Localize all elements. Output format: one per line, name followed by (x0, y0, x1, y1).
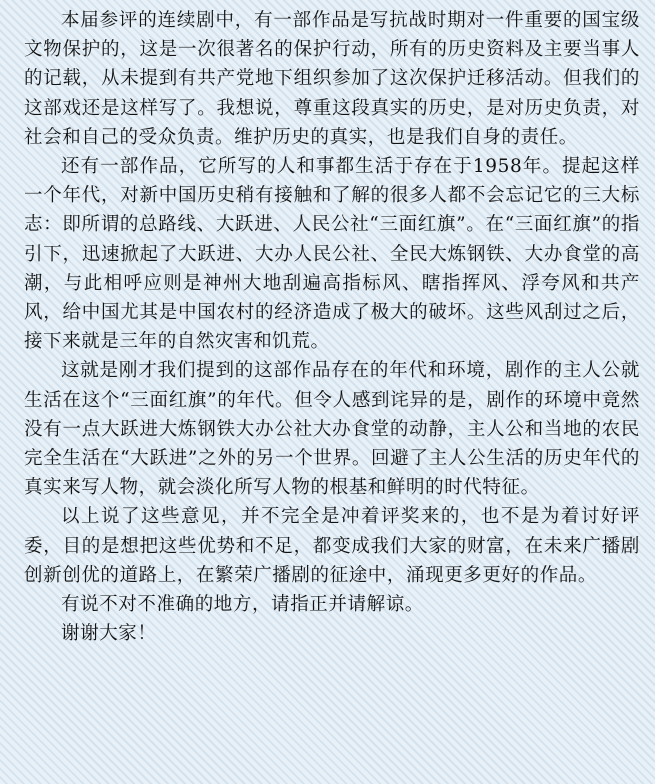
paragraph-6: 谢谢大家！ (61, 623, 157, 645)
paragraph-2: 还有一部作品，它所写的人和事都生活于存在于1958年。提起这样一个年代，对新中国历史稍有接触和了解的很多人都不会忘记它的三大标志：即所谓的总路线、大跃进、人民公社“三面红旗”。在“三面红旗”的指引下，迅速掀起了大跃进、大办人民公社、全民大炼钢铁、大办食堂的高潮，与此相呼应则是神州大地刮遍高指标风、瞎指挥风、浮夸风和共产风，给中国尤其是中国农村的经济造成了极大的破坏。这些风刮过之后，接下来就是三年的自然灾害和饥荒。 (24, 156, 640, 353)
paragraph-1: 本届参评的连续剧中，有一部作品是写抗战时期对一件重要的国宝级文物保护的，这是一次很著名的保护行动，所有的历史资料及主要当事人的记载，从未提到有共产党地下组织参加了这次保护迁移活动。但我们的这部戏还是这样写了。我想说，尊重这段真实的历史，是对历史负责，对社会和自己的受众负责。维护历史的真实，也是我们自身的责任。 (24, 10, 640, 148)
paragraph-5: 有说不对不准确的地方，请指正并请解谅。 (61, 594, 424, 616)
paragraph-3: 这就是刚才我们提到的这部作品存在的年代和环境，剧作的主人公就生活在这个“三面红旗”的年代。但令人感到诧异的是，剧作的环境中竟然没有一点大跃进大炼钢铁大办公社大办食堂的动静，主人公和当地的农民完全生活在“大跃进”之外的另一个世界。回避了主人公生活的历史年代的真实来写人物，就会淡化所写人物的根基和鲜明的时代特征。 (24, 360, 640, 499)
article-body (24, 6, 640, 648)
paragraph-4: 以上说了这些意见，并不完全是冲着评奖来的，也不是为着讨好评委，目的是想把这些优势和不足，都变成我们大家的财富，在未来广播剧创新创优的道路上，在繁荣广播剧的征途中，涌现更多更好的作品。 (24, 506, 640, 586)
